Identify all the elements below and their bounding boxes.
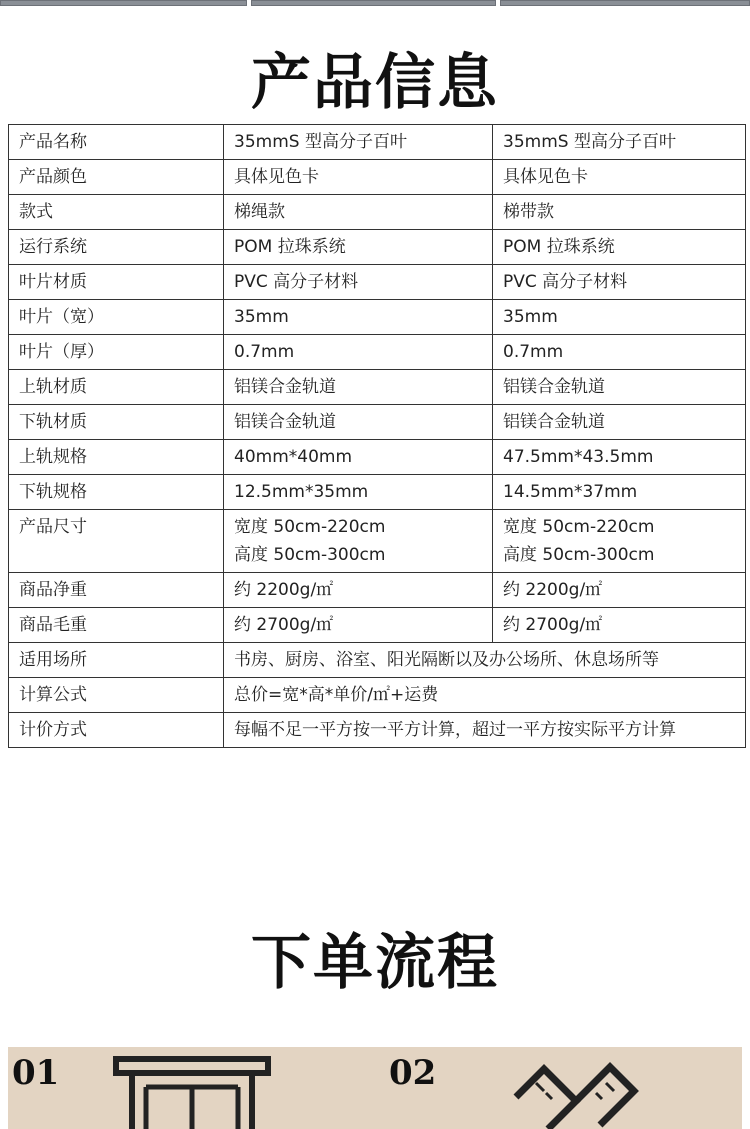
row-value-2: 35mm	[493, 300, 746, 335]
table-row	[9, 300, 746, 335]
step-number: 01	[12, 1053, 60, 1093]
row-label: 上轨材质	[9, 370, 224, 405]
row-value-1	[224, 510, 493, 573]
row-value-1: PVC 高分子材料	[224, 265, 493, 300]
top-image-strip	[0, 0, 750, 8]
width-range: 宽度 50cm-220cm	[234, 517, 386, 537]
row-label: 计算公式	[9, 678, 224, 713]
row-label: 产品尺寸	[9, 510, 224, 573]
row-value-1: 40mm*40mm	[224, 440, 493, 475]
table-row	[9, 125, 746, 160]
row-value-1: 35mmS 型高分子百叶	[224, 125, 493, 160]
row-value-wide: 每幅不足一平方按一平方计算，超过一平方按实际平方计算	[224, 713, 746, 748]
row-value-2: 梯带款	[493, 195, 746, 230]
table-row-size	[9, 510, 746, 573]
table-row	[9, 405, 746, 440]
table-row-wide	[9, 678, 746, 713]
row-value-2: 35mmS 型高分子百叶	[493, 125, 746, 160]
table-row-wide	[9, 713, 746, 748]
table-row	[9, 195, 746, 230]
row-label: 下轨材质	[9, 405, 224, 440]
step-number: 02	[389, 1053, 437, 1093]
row-value-2: 铝镁合金轨道	[493, 370, 746, 405]
top-image-segment	[251, 0, 496, 6]
order-process-title: 下单流程	[251, 928, 499, 998]
table-row-wide	[9, 643, 746, 678]
table-row	[9, 475, 746, 510]
row-label: 叶片材质	[9, 265, 224, 300]
table-row	[9, 370, 746, 405]
row-value-1: 梯绳款	[224, 195, 493, 230]
row-value-1: 12.5mm*35mm	[224, 475, 493, 510]
row-label: 叶片（厚）	[9, 335, 224, 370]
width-range: 宽度 50cm-220cm	[503, 517, 655, 537]
row-label: 商品毛重	[9, 608, 224, 643]
height-range: 高度 50cm-300cm	[503, 545, 655, 565]
row-value-1: 约 2700g/㎡	[224, 608, 493, 643]
top-image-segment	[0, 0, 247, 6]
row-label: 产品颜色	[9, 160, 224, 195]
table-row	[9, 160, 746, 195]
row-label: 叶片（宽）	[9, 300, 224, 335]
top-image-segment	[500, 0, 750, 6]
window-icon	[112, 1055, 272, 1129]
row-value-2: 14.5mm*37mm	[493, 475, 746, 510]
row-value-2: 0.7mm	[493, 335, 746, 370]
row-label: 计价方式	[9, 713, 224, 748]
row-label: 运行系统	[9, 230, 224, 265]
table-row	[9, 608, 746, 643]
row-value-2: PVC 高分子材料	[493, 265, 746, 300]
row-value-wide: 书房、厨房、浴室、阳光隔断以及办公场所、休息场所等	[224, 643, 746, 678]
row-value-1: 约 2200g/㎡	[224, 573, 493, 608]
row-value-2	[493, 510, 746, 573]
row-label: 上轨规格	[9, 440, 224, 475]
table-row	[9, 265, 746, 300]
row-value-wide: 总价=宽*高*单价/㎡+运费	[224, 678, 746, 713]
row-value-2: POM 拉珠系统	[493, 230, 746, 265]
row-value-1: POM 拉珠系统	[224, 230, 493, 265]
row-label: 商品净重	[9, 573, 224, 608]
row-value-1: 具体见色卡	[224, 160, 493, 195]
row-label: 适用场所	[9, 643, 224, 678]
product-info-title: 产品信息	[251, 48, 499, 118]
row-value-1: 铝镁合金轨道	[224, 405, 493, 440]
table-row	[9, 230, 746, 265]
row-value-2: 铝镁合金轨道	[493, 405, 746, 440]
order-steps-panel	[8, 1047, 742, 1129]
table-row	[9, 335, 746, 370]
table-row	[9, 573, 746, 608]
row-value-1: 35mm	[224, 300, 493, 335]
product-info-table	[8, 124, 746, 748]
height-range: 高度 50cm-300cm	[234, 545, 386, 565]
table-row	[9, 440, 746, 475]
row-value-2: 约 2700g/㎡	[493, 608, 746, 643]
row-label: 产品名称	[9, 125, 224, 160]
row-value-2: 约 2200g/㎡	[493, 573, 746, 608]
row-label: 款式	[9, 195, 224, 230]
row-label: 下轨规格	[9, 475, 224, 510]
row-value-2: 具体见色卡	[493, 160, 746, 195]
row-value-1: 0.7mm	[224, 335, 493, 370]
row-value-1: 铝镁合金轨道	[224, 370, 493, 405]
row-value-2: 47.5mm*43.5mm	[493, 440, 746, 475]
ruler-pencil-icon	[506, 1059, 646, 1129]
